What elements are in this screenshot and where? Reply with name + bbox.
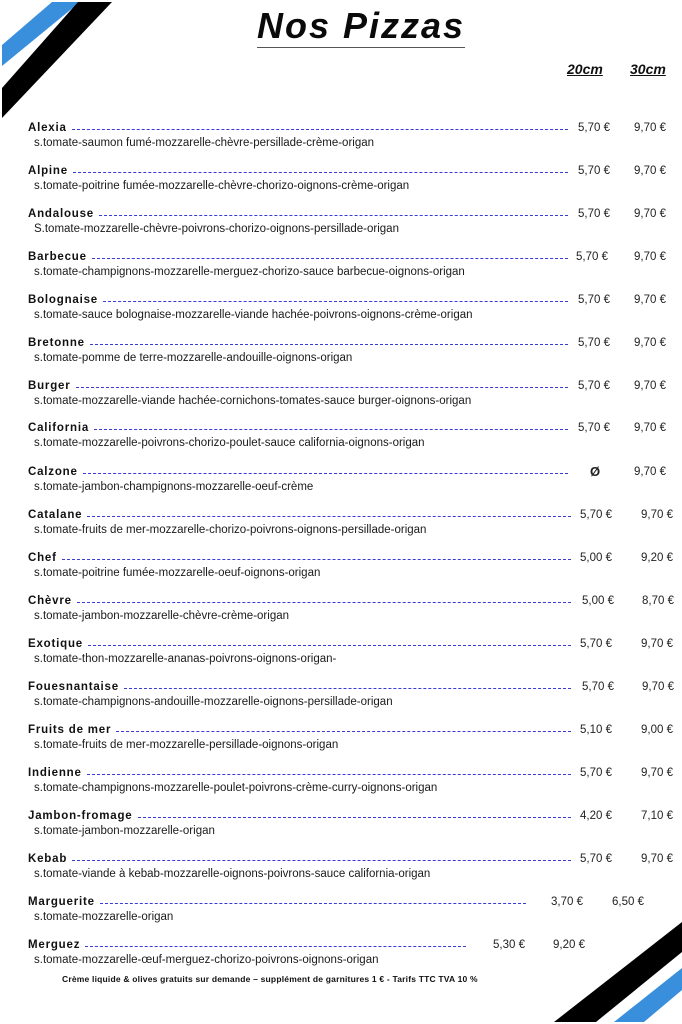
pizza-name: Andalouse <box>28 208 94 220</box>
dotted-leader <box>116 731 571 732</box>
price-30cm: 9,70 € <box>634 208 666 220</box>
pizza-name: Barbecue <box>28 251 87 263</box>
menu-item <box>28 895 682 929</box>
price-20cm: 5,00 € <box>580 552 612 564</box>
menu-item-header <box>28 637 83 651</box>
price-30cm: 9,70 € <box>634 294 666 306</box>
price-30cm: 9,70 € <box>634 251 666 263</box>
dotted-leader <box>94 429 568 430</box>
menu-item-header <box>28 938 80 952</box>
price-20cm: 5,70 € <box>578 294 610 306</box>
decorative-stripes-top-left <box>0 0 150 125</box>
pizza-ingredients: s.tomate-mozzarelle-origan <box>34 911 174 923</box>
pizza-ingredients: s.tomate-champignons-andouille-mozzarelle-oignons-persillade-origan <box>34 696 393 708</box>
dotted-leader <box>72 129 568 130</box>
pizza-name: Alexia <box>28 122 67 134</box>
menu-item <box>28 551 682 585</box>
price-30cm: 9,20 € <box>641 552 673 564</box>
menu-item <box>28 421 682 455</box>
menu-item-header <box>28 250 87 264</box>
pizza-ingredients: s.tomate-jambon-mozzarelle-origan <box>34 825 215 837</box>
pizza-ingredients: s.tomate-mozzarelle-viande hachée-cornichons-tomates-sauce burger-oignons-origan <box>34 395 472 407</box>
pizza-name: Alpine <box>28 165 68 177</box>
menu-item-header <box>28 680 119 694</box>
menu-item <box>28 508 682 542</box>
pizza-ingredients: s.tomate-champignons-mozzarelle-merguez-chorizo-sauce barbecue-oignons-origan <box>34 266 465 278</box>
price-30cm: 9,20 € <box>553 939 585 951</box>
dotted-leader <box>77 602 571 603</box>
menu-item <box>28 465 682 499</box>
pizza-ingredients: S.tomate-mozzarelle-chèvre-poivrons-chorizo-oignons-persillade-origan <box>34 223 399 235</box>
pizza-ingredients: s.tomate-mozzarelle-poivrons-chorizo-poulet-sauce california-oignons-origan <box>34 437 425 449</box>
dotted-leader <box>62 559 571 560</box>
menu-item-header <box>28 421 89 435</box>
price-30cm: 9,70 € <box>641 767 673 779</box>
price-30cm: 9,70 € <box>641 509 673 521</box>
pizza-name: Exotique <box>28 638 83 650</box>
price-30cm: 9,70 € <box>634 165 666 177</box>
pizza-name: Kebab <box>28 853 68 865</box>
pizza-name: Chef <box>28 552 57 564</box>
pizza-ingredients: s.tomate-jambon-mozzarelle-chèvre-crème-origan <box>34 610 290 622</box>
page-title: Nos Pizzas <box>257 5 466 46</box>
pizza-ingredients: s.tomate-poitrine fumée-mozzarelle-oeuf-oignons-origan <box>34 567 321 579</box>
price-20cm: 5,70 € <box>576 251 608 263</box>
pizza-name: Calzone <box>28 466 78 478</box>
pizza-ingredients: s.tomate-viande à kebab-mozzarelle-oignons-poivrons-sauce california-origan <box>34 868 431 880</box>
price-30cm: 8,70 € <box>642 595 674 607</box>
dotted-leader <box>87 516 571 517</box>
menu-item <box>28 809 682 843</box>
pizza-name: Burger <box>28 380 71 392</box>
price-30cm: 9,70 € <box>641 638 673 650</box>
menu-item <box>28 938 682 972</box>
price-20cm: 5,70 € <box>580 853 612 865</box>
dotted-leader <box>73 172 568 173</box>
dotted-leader <box>83 473 568 474</box>
price-30cm: 9,70 € <box>634 422 666 434</box>
menu-item <box>28 250 682 284</box>
price-20cm: Ø <box>590 464 601 479</box>
price-30cm: 9,70 € <box>634 337 666 349</box>
menu-item <box>28 164 682 198</box>
pizza-ingredients: s.tomate-fruits de mer-mozzarelle-chorizo-poivrons-oignons-persillade-origan <box>34 524 427 536</box>
dotted-leader <box>88 645 571 646</box>
footer-note: Crème liquide & olives gratuits sur demande – supplément de garnitures 1 € - Tarifs TTC TVA 10 % <box>62 974 478 984</box>
pizza-ingredients: s.tomate-jambon-champignons-mozzarelle-oeuf-crème <box>34 481 314 493</box>
dotted-leader <box>124 688 571 689</box>
price-30cm: 7,10 € <box>641 810 673 822</box>
menu-item-header <box>28 293 98 307</box>
menu-item-header <box>28 379 71 393</box>
menu-item-header <box>28 164 68 178</box>
menu-item <box>28 766 682 800</box>
price-20cm: 5,10 € <box>580 724 612 736</box>
menu-item-header <box>28 895 95 909</box>
menu-item-header <box>28 809 133 823</box>
pizza-ingredients: s.tomate-pomme de terre-mozzarelle-andouille-oignons-origan <box>34 352 353 364</box>
pizza-name: Bretonne <box>28 337 85 349</box>
price-30cm: 9,00 € <box>641 724 673 736</box>
dotted-leader <box>72 860 571 861</box>
pizza-name: California <box>28 422 90 434</box>
price-20cm: 5,70 € <box>578 380 610 392</box>
pizza-ingredients: s.tomate-sauce bolognaise-mozzarelle-viande hachée-poivrons-oignons-crème-origan <box>34 309 473 321</box>
pizza-name: Fouesnantaise <box>28 681 119 693</box>
dotted-leader <box>138 817 571 818</box>
price-20cm: 5,70 € <box>578 208 610 220</box>
price-20cm: 5,00 € <box>582 595 614 607</box>
price-30cm: 6,50 € <box>612 896 644 908</box>
dotted-leader <box>103 301 568 302</box>
pizza-name: Merguez <box>28 939 81 951</box>
menu-item-header <box>28 852 67 866</box>
price-30cm: 9,70 € <box>634 380 666 392</box>
price-20cm: 5,30 € <box>493 939 525 951</box>
size-header-30cm: 30cm <box>630 61 666 77</box>
menu-item <box>28 594 682 628</box>
pizza-name: Fruits de mer <box>28 724 112 736</box>
menu-item-header <box>28 766 82 780</box>
menu-item <box>28 207 682 241</box>
price-20cm: 5,70 € <box>578 422 610 434</box>
pizza-ingredients: s.tomate-poitrine fumée-mozzarelle-chèvre-chorizo-oignons-crème-origan <box>34 180 410 192</box>
price-20cm: 5,70 € <box>578 165 610 177</box>
size-header-20cm: 20cm <box>567 61 603 77</box>
price-30cm: 9,70 € <box>634 466 666 478</box>
dotted-leader <box>87 774 571 775</box>
dotted-leader <box>100 903 526 904</box>
menu-item <box>28 336 682 370</box>
price-20cm: 3,70 € <box>551 896 583 908</box>
menu-item-header <box>28 594 72 608</box>
menu-item <box>28 121 682 155</box>
menu-item <box>28 379 682 413</box>
pizza-ingredients: s.tomate-fruits de mer-mozzarelle-persillade-oignons-origan <box>34 739 339 751</box>
pizza-ingredients: s.tomate-saumon fumé-mozzarelle-chèvre-persillade-crème-origan <box>34 137 375 149</box>
price-30cm: 9,70 € <box>642 681 674 693</box>
price-20cm: 5,70 € <box>580 509 612 521</box>
price-20cm: 5,70 € <box>578 337 610 349</box>
pizza-ingredients: s.tomate-mozzarelle-œuf-merguez-chorizo-poivrons-oignons-origan <box>34 954 379 966</box>
menu-item-header <box>28 121 67 135</box>
pizza-name: Chèvre <box>28 595 72 607</box>
pizza-name: Jambon-fromage <box>28 810 133 822</box>
dotted-leader <box>92 258 568 259</box>
pizza-ingredients: s.tomate-champignons-mozzarelle-poulet-poivrons-crème-curry-oignons-origan <box>34 782 438 794</box>
menu-item-header <box>28 551 57 565</box>
price-30cm: 9,70 € <box>634 122 666 134</box>
pizza-name: Catalane <box>28 509 83 521</box>
menu-item-header <box>28 207 94 221</box>
dotted-leader <box>90 344 568 345</box>
price-20cm: 5,70 € <box>580 638 612 650</box>
price-30cm: 9,70 € <box>641 853 673 865</box>
menu-item <box>28 723 682 757</box>
menu-item <box>28 680 682 714</box>
price-20cm: 5,70 € <box>578 122 610 134</box>
menu-item <box>28 637 682 671</box>
price-20cm: 5,70 € <box>582 681 614 693</box>
price-20cm: 5,70 € <box>580 767 612 779</box>
pizza-ingredients: s.tomate-thon-mozzarelle-ananas-poivrons-oignons-origan- <box>34 653 337 665</box>
price-20cm: 4,20 € <box>580 810 612 822</box>
pizza-name: Marguerite <box>28 896 95 908</box>
pizza-name: Indienne <box>28 767 82 779</box>
menu-item <box>28 852 682 886</box>
dotted-leader <box>85 946 466 947</box>
menu-item-header <box>28 508 82 522</box>
menu-item <box>28 293 682 327</box>
dotted-leader <box>76 387 568 388</box>
pizza-name: Bolognaise <box>28 294 98 306</box>
menu-item-header <box>28 723 111 737</box>
menu-item-header <box>28 336 85 350</box>
menu-item-header <box>28 465 78 479</box>
dotted-leader <box>99 215 568 216</box>
